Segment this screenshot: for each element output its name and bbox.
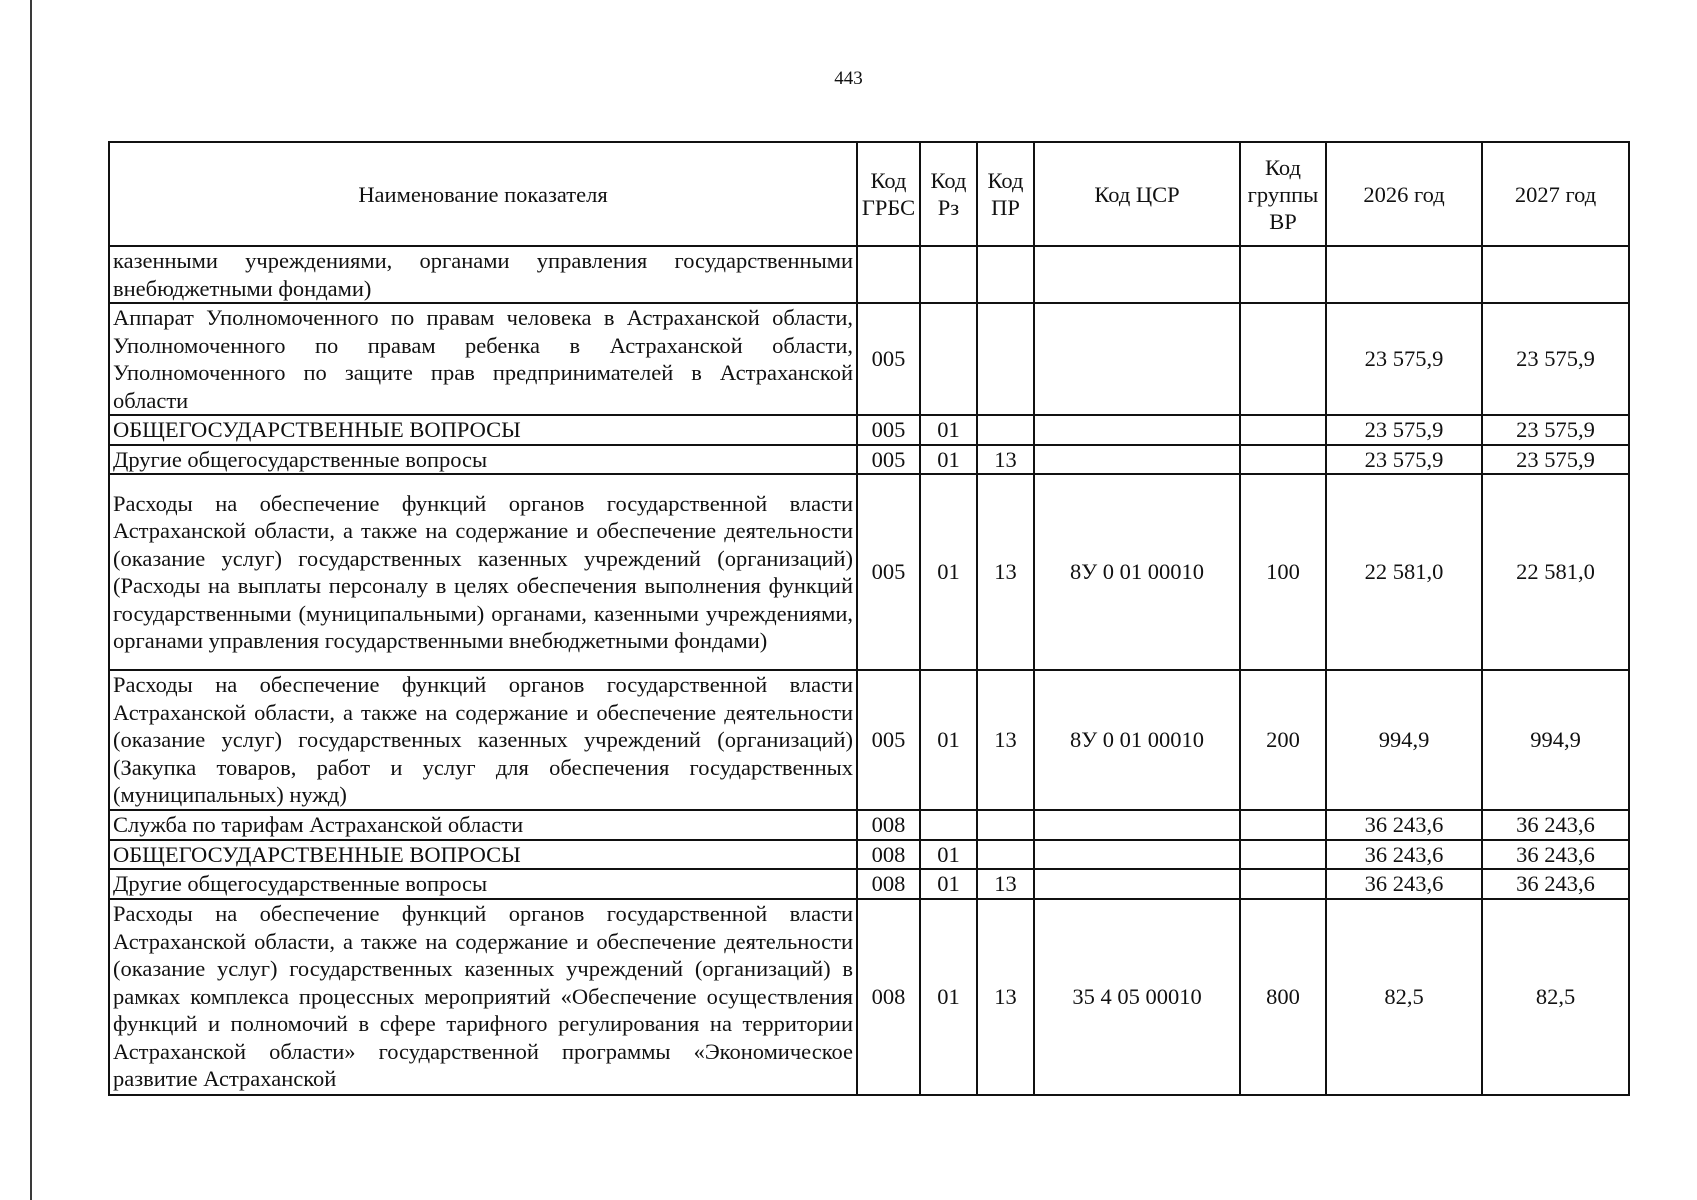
cell-2027: 22 581,0 xyxy=(1482,474,1629,670)
cell-2027: 23 575,9 xyxy=(1482,445,1629,475)
cell-pr xyxy=(977,415,1034,445)
cell-vr: 100 xyxy=(1240,474,1326,670)
header-2027: 2027 год xyxy=(1482,142,1629,246)
table-row xyxy=(109,670,1629,810)
cell-vr xyxy=(1240,415,1326,445)
cell-csr xyxy=(1034,246,1240,303)
cell-2027: 36 243,6 xyxy=(1482,869,1629,899)
cell-pr xyxy=(977,810,1034,840)
cell-pr xyxy=(977,246,1034,303)
cell-2027 xyxy=(1482,246,1629,303)
cell-csr xyxy=(1034,415,1240,445)
cell-2027: 994,9 xyxy=(1482,670,1629,810)
cell-name: казенными учреждениями, органами управления государственными внебюджетными фондами) xyxy=(109,246,857,303)
cell-vr: 800 xyxy=(1240,899,1326,1095)
cell-2026: 994,9 xyxy=(1326,670,1482,810)
table-row xyxy=(109,474,1629,670)
table-row xyxy=(109,445,1629,475)
cell-vr xyxy=(1240,869,1326,899)
cell-rz: 01 xyxy=(920,869,977,899)
header-name: Наименование показателя xyxy=(109,142,857,246)
cell-rz: 01 xyxy=(920,445,977,475)
cell-pr: 13 xyxy=(977,670,1034,810)
cell-grbs: 005 xyxy=(857,415,920,445)
header-rz: Код Рз xyxy=(920,142,977,246)
cell-2026: 22 581,0 xyxy=(1326,474,1482,670)
cell-rz: 01 xyxy=(920,474,977,670)
cell-2026: 23 575,9 xyxy=(1326,445,1482,475)
cell-name: ОБЩЕГОСУДАРСТВЕННЫЕ ВОПРОСЫ xyxy=(109,840,857,870)
cell-name: Другие общегосударственные вопросы xyxy=(109,445,857,475)
header-pr: Код ПР xyxy=(977,142,1034,246)
cell-vr xyxy=(1240,810,1326,840)
cell-name: Служба по тарифам Астраханской области xyxy=(109,810,857,840)
header-vr: Код группы ВР xyxy=(1240,142,1326,246)
cell-2026: 23 575,9 xyxy=(1326,415,1482,445)
cell-name: Расходы на обеспечение функций органов государственной власти Астраханской области, а также на содержание и обеспечение деятельности (оказание услуг) государственных казенных учреждений (организаций) в рамках комплекса процессных мероприятий «Обеспечение осуществления функций и полномочий в сфере тарифного регулирования на территории Астраханской области» государственной программы «Экономическое развитие Астраханской xyxy=(109,899,857,1095)
cell-grbs: 005 xyxy=(857,474,920,670)
cell-rz xyxy=(920,246,977,303)
header-2026: 2026 год xyxy=(1326,142,1482,246)
cell-2026: 36 243,6 xyxy=(1326,840,1482,870)
table-header-row xyxy=(109,142,1629,246)
header-grbs: Код ГРБС xyxy=(857,142,920,246)
cell-2026: 36 243,6 xyxy=(1326,810,1482,840)
table-row xyxy=(109,810,1629,840)
cell-name: Другие общегосударственные вопросы xyxy=(109,869,857,899)
table-row xyxy=(109,869,1629,899)
cell-grbs: 005 xyxy=(857,670,920,810)
cell-pr: 13 xyxy=(977,445,1034,475)
cell-grbs: 008 xyxy=(857,899,920,1095)
cell-vr xyxy=(1240,303,1326,415)
cell-2027: 23 575,9 xyxy=(1482,415,1629,445)
cell-2027: 23 575,9 xyxy=(1482,303,1629,415)
cell-name: Аппарат Уполномоченного по правам человека в Астраханской области, Уполномоченного по правам ребенка в Астраханской области, Уполномоченного по защите прав предпринимателей в Астраханской области xyxy=(109,303,857,415)
cell-vr xyxy=(1240,246,1326,303)
cell-csr xyxy=(1034,810,1240,840)
cell-2026: 82,5 xyxy=(1326,899,1482,1095)
cell-2027: 36 243,6 xyxy=(1482,840,1629,870)
cell-pr xyxy=(977,840,1034,870)
binding-margin-line xyxy=(30,0,32,1200)
table-row xyxy=(109,246,1629,303)
table-row xyxy=(109,303,1629,415)
cell-name: ОБЩЕГОСУДАРСТВЕННЫЕ ВОПРОСЫ xyxy=(109,415,857,445)
cell-pr: 13 xyxy=(977,899,1034,1095)
cell-pr: 13 xyxy=(977,869,1034,899)
table-row xyxy=(109,415,1629,445)
cell-grbs xyxy=(857,246,920,303)
cell-grbs: 005 xyxy=(857,445,920,475)
table-row xyxy=(109,840,1629,870)
page-number: 443 xyxy=(834,68,863,89)
cell-vr xyxy=(1240,445,1326,475)
cell-rz: 01 xyxy=(920,840,977,870)
cell-pr: 13 xyxy=(977,474,1034,670)
cell-2026 xyxy=(1326,246,1482,303)
cell-2026: 23 575,9 xyxy=(1326,303,1482,415)
cell-grbs: 008 xyxy=(857,810,920,840)
cell-grbs: 008 xyxy=(857,840,920,870)
budget-table xyxy=(108,141,1630,1096)
cell-csr xyxy=(1034,869,1240,899)
cell-rz: 01 xyxy=(920,415,977,445)
cell-csr xyxy=(1034,840,1240,870)
cell-rz: 01 xyxy=(920,899,977,1095)
cell-name: Расходы на обеспечение функций органов государственной власти Астраханской области, а также на содержание и обеспечение деятельности (оказание услуг) государственных казенных учреждений (организаций) (Закупка товаров, работ и услуг для обеспечения государственных (муниципальных) нужд) xyxy=(109,670,857,810)
cell-2027: 36 243,6 xyxy=(1482,810,1629,840)
cell-csr: 35 4 05 00010 xyxy=(1034,899,1240,1095)
cell-rz xyxy=(920,303,977,415)
table-row xyxy=(109,899,1629,1095)
cell-grbs: 005 xyxy=(857,303,920,415)
cell-name: Расходы на обеспечение функций органов государственной власти Астраханской области, а также на содержание и обеспечение деятельности (оказание услуг) государственных казенных учреждений (организаций) (Расходы на выплаты персоналу в целях обеспечения выполнения функций государственными (муниципальными) органами, казенными учреждениями, органами управления государственными внебюджетными фондами) xyxy=(109,474,857,670)
header-csr: Код ЦСР xyxy=(1034,142,1240,246)
cell-csr xyxy=(1034,445,1240,475)
cell-csr: 8У 0 01 00010 xyxy=(1034,474,1240,670)
cell-rz xyxy=(920,810,977,840)
cell-pr xyxy=(977,303,1034,415)
cell-csr: 8У 0 01 00010 xyxy=(1034,670,1240,810)
cell-csr xyxy=(1034,303,1240,415)
cell-grbs: 008 xyxy=(857,869,920,899)
cell-rz: 01 xyxy=(920,670,977,810)
cell-2026: 36 243,6 xyxy=(1326,869,1482,899)
cell-vr: 200 xyxy=(1240,670,1326,810)
cell-2027: 82,5 xyxy=(1482,899,1629,1095)
cell-vr xyxy=(1240,840,1326,870)
